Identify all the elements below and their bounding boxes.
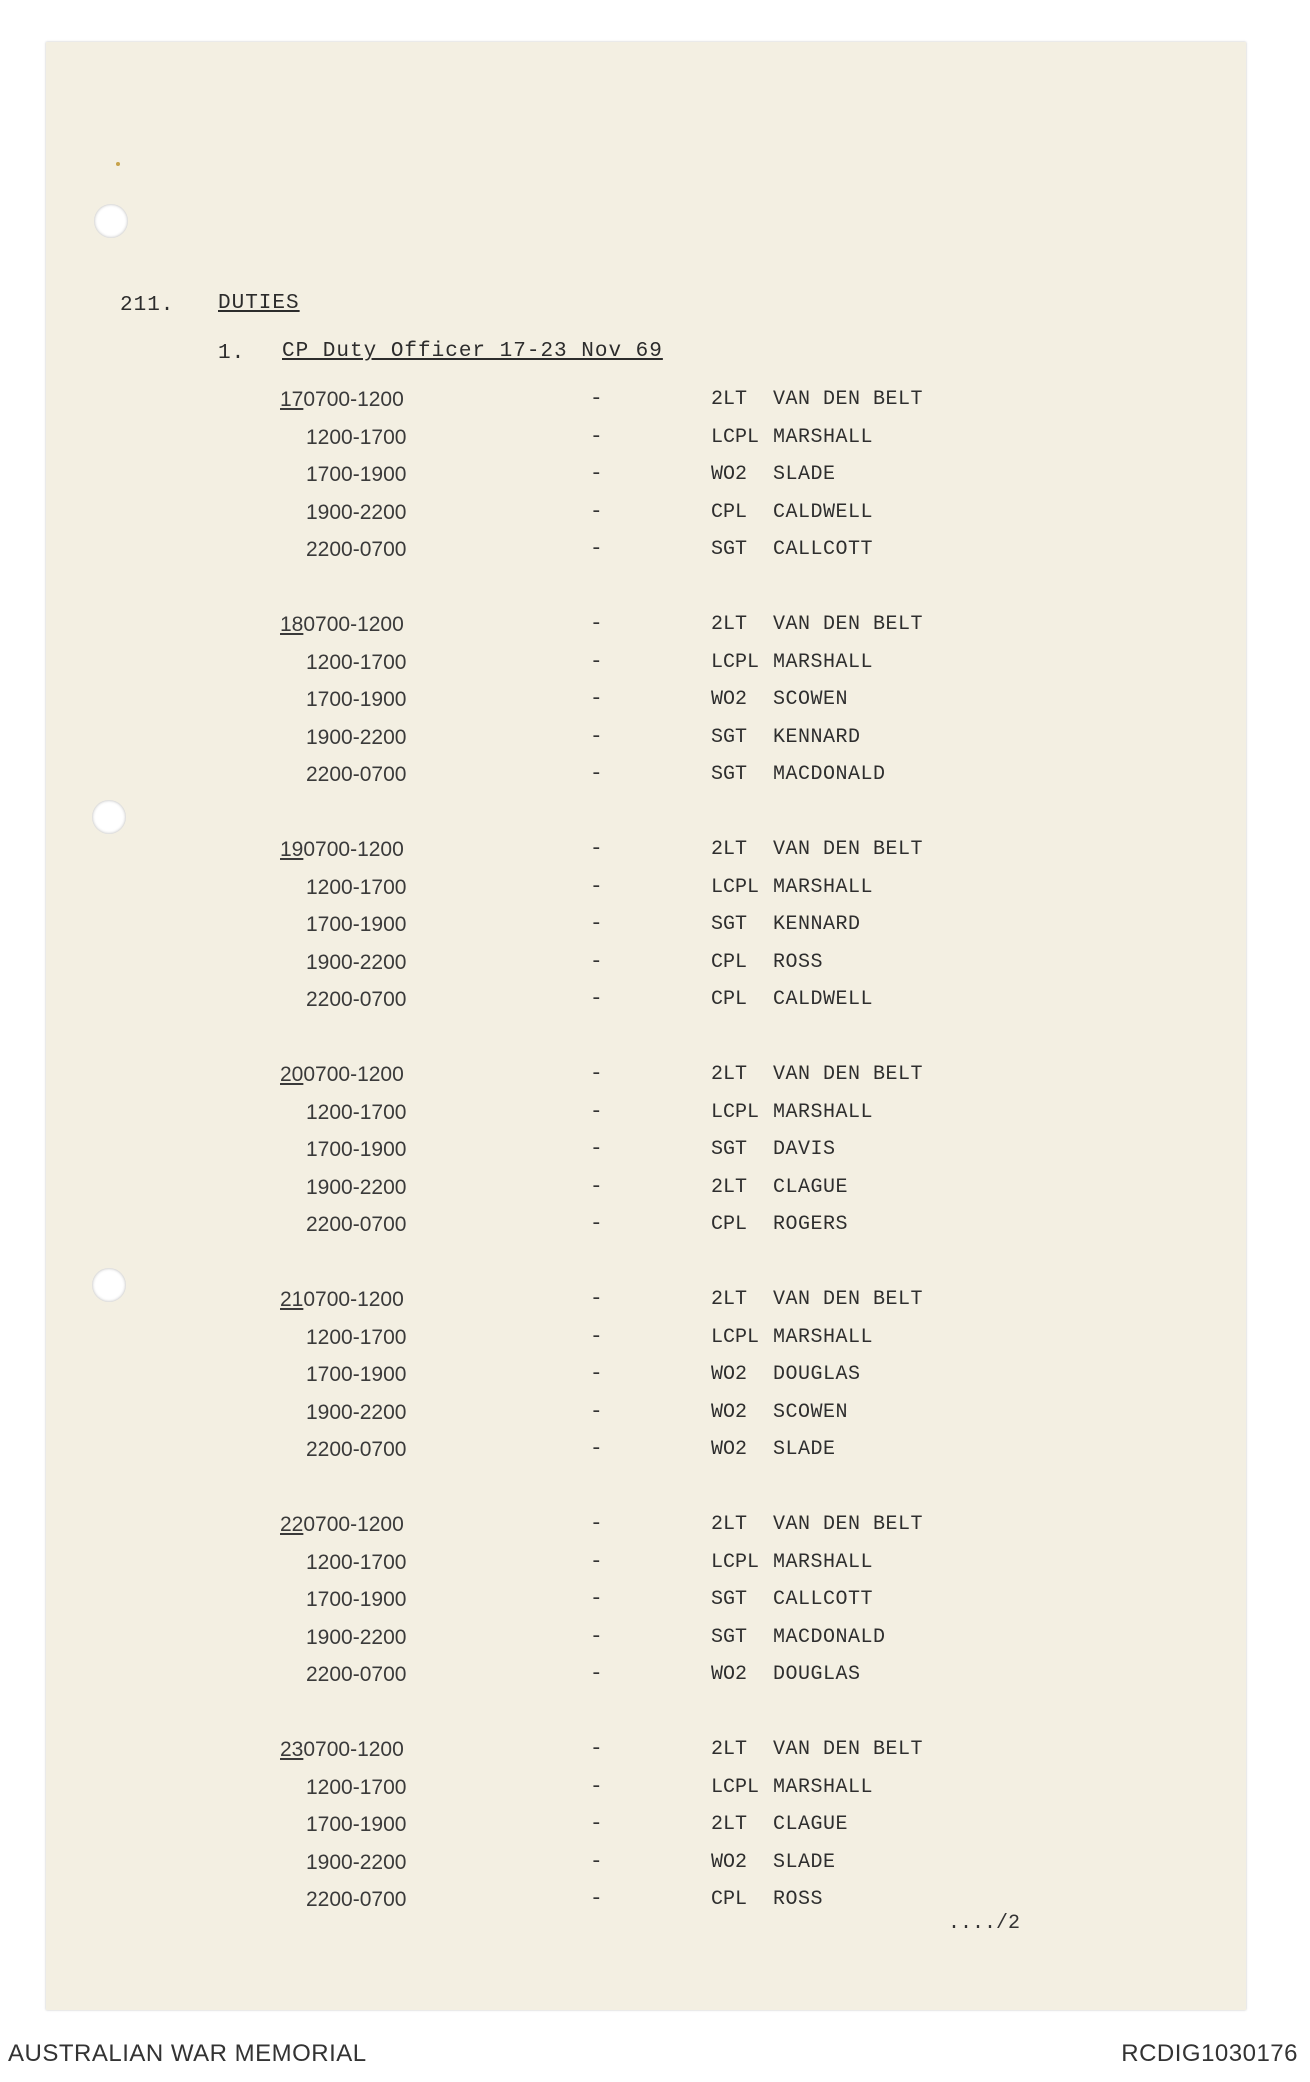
day-block bbox=[46, 1288, 1246, 1476]
roster-row bbox=[46, 1626, 1246, 1664]
roster-row bbox=[46, 1851, 1246, 1889]
separator-dash: - bbox=[590, 1775, 603, 1799]
officer-rank: SGT bbox=[711, 1625, 748, 1649]
shift-time-range: 2200-0700 bbox=[306, 988, 407, 1011]
officer-name: CALLCOTT bbox=[773, 1588, 874, 1611]
roster-row bbox=[46, 951, 1246, 989]
officer-name: VAN DEN BELT bbox=[773, 1738, 924, 1761]
officer-name: SLADE bbox=[773, 1438, 836, 1461]
paper-speck bbox=[116, 162, 120, 166]
roster-row bbox=[46, 1588, 1246, 1626]
officer-rank: LCPL bbox=[711, 425, 760, 449]
officer-name: MACDONALD bbox=[773, 1625, 886, 1649]
shift-time-range: 1700-1900 bbox=[306, 688, 407, 711]
separator-dash: - bbox=[590, 688, 603, 711]
shift-time bbox=[280, 388, 404, 412]
separator-dash: - bbox=[590, 1588, 603, 1611]
separator-dash: - bbox=[590, 1663, 603, 1686]
roster-row bbox=[46, 1213, 1246, 1251]
roster-row bbox=[46, 1551, 1246, 1589]
roster-row bbox=[46, 1401, 1246, 1439]
officer-name: VAN DEN BELT bbox=[773, 1288, 924, 1311]
punch-hole bbox=[92, 800, 126, 834]
shift-time bbox=[280, 838, 404, 862]
shift-date: 22 bbox=[280, 1513, 304, 1536]
roster-row bbox=[46, 538, 1246, 576]
shift-time-range: 1200-1700 bbox=[306, 425, 407, 449]
officer-rank: LCPL bbox=[711, 1550, 760, 1574]
officer-name: CALLCOTT bbox=[773, 538, 874, 561]
officer-rank: LCPL bbox=[711, 1775, 760, 1799]
shift-time bbox=[306, 1888, 406, 1912]
shift-time bbox=[306, 688, 406, 712]
roster-row bbox=[46, 1663, 1246, 1701]
footer-reference: RCDIG1030176 bbox=[1121, 2040, 1298, 2067]
roster-row bbox=[46, 463, 1246, 501]
shift-time-range: 1900-2200 bbox=[306, 1175, 407, 1199]
shift-time bbox=[306, 1776, 406, 1800]
separator-dash: - bbox=[590, 1325, 603, 1349]
separator-dash: - bbox=[590, 650, 603, 674]
officer-name: CLAGUE bbox=[773, 1175, 849, 1199]
shift-date: 23 bbox=[280, 1738, 304, 1761]
officer-name: MACDONALD bbox=[773, 763, 886, 786]
roster-row bbox=[46, 1813, 1246, 1851]
shift-time bbox=[306, 463, 406, 487]
shift-time-range: 0700-1200 bbox=[303, 388, 404, 411]
shift-time bbox=[306, 1626, 406, 1650]
roster-row bbox=[46, 1063, 1246, 1101]
punch-hole bbox=[94, 204, 128, 238]
shift-time bbox=[306, 951, 406, 975]
roster-row bbox=[46, 388, 1246, 426]
document-page bbox=[46, 42, 1246, 2010]
officer-name: VAN DEN BELT bbox=[773, 838, 924, 861]
shift-time-range: 1900-2200 bbox=[306, 500, 407, 524]
roster-row bbox=[46, 1738, 1246, 1776]
officer-name: KENNARD bbox=[773, 725, 861, 749]
shift-date: 18 bbox=[280, 613, 304, 636]
shift-time-range: 1900-2200 bbox=[306, 950, 407, 974]
officer-rank: WO2 bbox=[711, 1438, 748, 1461]
officer-rank: WO2 bbox=[711, 688, 748, 711]
officer-name: MARSHALL bbox=[773, 1325, 874, 1349]
shift-time bbox=[306, 726, 406, 750]
roster-row bbox=[46, 651, 1246, 689]
officer-name: VAN DEN BELT bbox=[773, 388, 924, 411]
separator-dash: - bbox=[590, 1400, 603, 1424]
roster-row bbox=[46, 688, 1246, 726]
officer-rank: 2LT bbox=[711, 838, 748, 861]
officer-name: MARSHALL bbox=[773, 650, 874, 674]
officer-rank: 2LT bbox=[711, 1813, 748, 1836]
day-block bbox=[46, 1738, 1246, 1926]
roster-row bbox=[46, 726, 1246, 764]
day-block bbox=[46, 1513, 1246, 1701]
shift-time-range: 0700-1200 bbox=[303, 838, 404, 861]
officer-name: MARSHALL bbox=[773, 1775, 874, 1799]
shift-time bbox=[306, 1176, 406, 1200]
roster-row bbox=[46, 876, 1246, 914]
roster-row bbox=[46, 1888, 1246, 1926]
officer-rank: CPL bbox=[711, 950, 748, 974]
officer-rank: LCPL bbox=[711, 1325, 760, 1349]
shift-time bbox=[280, 613, 404, 637]
shift-time-range: 2200-0700 bbox=[306, 538, 407, 561]
roster-row bbox=[46, 1101, 1246, 1139]
shift-time-range: 1200-1700 bbox=[306, 1550, 407, 1574]
roster-row bbox=[46, 1288, 1246, 1326]
shift-time-range: 1200-1700 bbox=[306, 875, 407, 899]
officer-name: CALDWELL bbox=[773, 988, 874, 1011]
officer-rank: CPL bbox=[711, 1888, 748, 1911]
officer-rank: SGT bbox=[711, 1588, 748, 1611]
day-block bbox=[46, 613, 1246, 801]
shift-date: 17 bbox=[280, 388, 304, 411]
shift-time bbox=[280, 1063, 404, 1087]
shift-time-range: 2200-0700 bbox=[306, 1888, 407, 1911]
shift-time bbox=[306, 1213, 406, 1237]
roster-row bbox=[46, 763, 1246, 801]
shift-time-range: 1700-1900 bbox=[306, 1363, 407, 1386]
shift-time-range: 0700-1200 bbox=[303, 1063, 404, 1086]
shift-time bbox=[280, 1288, 404, 1312]
officer-name: SLADE bbox=[773, 1850, 836, 1874]
officer-name: DOUGLAS bbox=[773, 1363, 861, 1386]
shift-time-range: 1700-1900 bbox=[306, 1138, 407, 1161]
shift-time bbox=[306, 1438, 406, 1462]
officer-name: DOUGLAS bbox=[773, 1663, 861, 1686]
officer-rank: CPL bbox=[711, 500, 748, 524]
shift-time-range: 2200-0700 bbox=[306, 1663, 407, 1686]
officer-rank: SGT bbox=[711, 763, 748, 786]
separator-dash: - bbox=[590, 875, 603, 899]
shift-time-range: 1200-1700 bbox=[306, 650, 407, 674]
officer-name: CLAGUE bbox=[773, 1813, 849, 1836]
shift-time-range: 2200-0700 bbox=[306, 1438, 407, 1461]
officer-rank: WO2 bbox=[711, 463, 748, 486]
separator-dash: - bbox=[590, 838, 603, 861]
officer-name: SLADE bbox=[773, 463, 836, 486]
officer-rank: 2LT bbox=[711, 1288, 748, 1311]
officer-name: MARSHALL bbox=[773, 425, 874, 449]
shift-time bbox=[306, 876, 406, 900]
officer-rank: WO2 bbox=[711, 1363, 748, 1386]
separator-dash: - bbox=[590, 500, 603, 524]
shift-date: 19 bbox=[280, 838, 304, 861]
separator-dash: - bbox=[590, 1213, 603, 1236]
officer-name: MARSHALL bbox=[773, 1550, 874, 1574]
separator-dash: - bbox=[590, 1288, 603, 1311]
continuation-marker: ..../2 bbox=[948, 1912, 1021, 1935]
shift-time bbox=[306, 1326, 406, 1350]
officer-name: SCOWEN bbox=[773, 688, 849, 711]
day-block bbox=[46, 388, 1246, 576]
shift-time bbox=[306, 426, 406, 450]
footer-source: AUSTRALIAN WAR MEMORIAL bbox=[8, 2040, 367, 2067]
separator-dash: - bbox=[590, 1363, 603, 1386]
shift-time-range: 1200-1700 bbox=[306, 1325, 407, 1349]
roster-row bbox=[46, 913, 1246, 951]
officer-rank: 2LT bbox=[711, 1513, 748, 1536]
shift-time-range: 1700-1900 bbox=[306, 1588, 407, 1611]
officer-name: ROGERS bbox=[773, 1213, 849, 1236]
separator-dash: - bbox=[590, 1813, 603, 1836]
separator-dash: - bbox=[590, 950, 603, 974]
officer-rank: SGT bbox=[711, 538, 748, 561]
officer-rank: 2LT bbox=[711, 1738, 748, 1761]
shift-time-range: 1700-1900 bbox=[306, 1813, 407, 1836]
shift-time bbox=[306, 1138, 406, 1162]
shift-time bbox=[306, 1851, 406, 1875]
subsection-title: CP Duty Officer 17-23 Nov 69 bbox=[282, 340, 663, 363]
roster-row bbox=[46, 1176, 1246, 1214]
shift-time-range: 0700-1200 bbox=[303, 613, 404, 636]
separator-dash: - bbox=[590, 1738, 603, 1761]
shift-time bbox=[306, 651, 406, 675]
officer-name: ROSS bbox=[773, 950, 824, 974]
shift-time bbox=[306, 1401, 406, 1425]
officer-rank: WO2 bbox=[711, 1663, 748, 1686]
separator-dash: - bbox=[590, 1550, 603, 1574]
shift-time bbox=[306, 1813, 406, 1837]
officer-name: MARSHALL bbox=[773, 1100, 874, 1124]
separator-dash: - bbox=[590, 1888, 603, 1911]
shift-time bbox=[306, 988, 406, 1012]
shift-time bbox=[306, 913, 406, 937]
officer-rank: 2LT bbox=[711, 1063, 748, 1086]
roster-row bbox=[46, 1138, 1246, 1176]
shift-time bbox=[306, 1101, 406, 1125]
officer-name: VAN DEN BELT bbox=[773, 613, 924, 636]
roster-row bbox=[46, 1776, 1246, 1814]
roster-row bbox=[46, 838, 1246, 876]
shift-time bbox=[306, 763, 406, 787]
shift-time-range: 1900-2200 bbox=[306, 1850, 407, 1874]
shift-time-range: 1700-1900 bbox=[306, 913, 407, 936]
section-title: DUTIES bbox=[218, 292, 300, 315]
officer-rank: SGT bbox=[711, 913, 748, 936]
separator-dash: - bbox=[590, 613, 603, 636]
shift-time-range: 1900-2200 bbox=[306, 1625, 407, 1649]
day-block bbox=[46, 1063, 1246, 1251]
separator-dash: - bbox=[590, 725, 603, 749]
shift-time-range: 2200-0700 bbox=[306, 763, 407, 786]
separator-dash: - bbox=[590, 1625, 603, 1649]
shift-time bbox=[280, 1513, 404, 1537]
shift-time bbox=[306, 501, 406, 525]
officer-rank: WO2 bbox=[711, 1400, 748, 1424]
day-block bbox=[46, 838, 1246, 1026]
shift-time bbox=[280, 1738, 404, 1762]
shift-time bbox=[306, 1551, 406, 1575]
officer-name: VAN DEN BELT bbox=[773, 1513, 924, 1536]
shift-time-range: 1200-1700 bbox=[306, 1100, 407, 1124]
shift-time-range: 0700-1200 bbox=[303, 1738, 404, 1761]
separator-dash: - bbox=[590, 388, 603, 411]
officer-rank: WO2 bbox=[711, 1850, 748, 1874]
shift-time bbox=[306, 1363, 406, 1387]
separator-dash: - bbox=[590, 463, 603, 486]
shift-time-range: 2200-0700 bbox=[306, 1213, 407, 1236]
roster-row bbox=[46, 1363, 1246, 1401]
separator-dash: - bbox=[590, 763, 603, 786]
officer-rank: CPL bbox=[711, 988, 748, 1011]
shift-time bbox=[306, 1663, 406, 1687]
shift-date: 20 bbox=[280, 1063, 304, 1086]
officer-rank: 2LT bbox=[711, 388, 748, 411]
shift-time-range: 0700-1200 bbox=[303, 1288, 404, 1311]
officer-rank: SGT bbox=[711, 725, 748, 749]
roster-row bbox=[46, 1438, 1246, 1476]
officer-rank: CPL bbox=[711, 1213, 748, 1236]
separator-dash: - bbox=[590, 1438, 603, 1461]
officer-rank: 2LT bbox=[711, 1175, 748, 1199]
officer-name: ROSS bbox=[773, 1888, 824, 1911]
separator-dash: - bbox=[590, 1513, 603, 1536]
officer-name: VAN DEN BELT bbox=[773, 1063, 924, 1086]
separator-dash: - bbox=[590, 1850, 603, 1874]
officer-name: MARSHALL bbox=[773, 875, 874, 899]
separator-dash: - bbox=[590, 538, 603, 561]
separator-dash: - bbox=[590, 425, 603, 449]
roster-row bbox=[46, 426, 1246, 464]
shift-date: 21 bbox=[280, 1288, 304, 1311]
shift-time bbox=[306, 1588, 406, 1612]
officer-rank: LCPL bbox=[711, 1100, 760, 1124]
officer-rank: LCPL bbox=[711, 875, 760, 899]
separator-dash: - bbox=[590, 1063, 603, 1086]
roster-row bbox=[46, 501, 1246, 539]
separator-dash: - bbox=[590, 988, 603, 1011]
subsection-number: 1. bbox=[218, 342, 246, 365]
officer-rank: SGT bbox=[711, 1138, 748, 1161]
officer-name: SCOWEN bbox=[773, 1400, 849, 1424]
separator-dash: - bbox=[590, 1175, 603, 1199]
officer-name: CALDWELL bbox=[773, 500, 874, 524]
shift-time-range: 1900-2200 bbox=[306, 1400, 407, 1424]
officer-name: KENNARD bbox=[773, 913, 861, 936]
roster-row bbox=[46, 988, 1246, 1026]
section-number: 211. bbox=[120, 294, 175, 317]
roster-row bbox=[46, 1326, 1246, 1364]
separator-dash: - bbox=[590, 1138, 603, 1161]
officer-name: DAVIS bbox=[773, 1138, 836, 1161]
shift-time-range: 1200-1700 bbox=[306, 1775, 407, 1799]
officer-rank: LCPL bbox=[711, 650, 760, 674]
shift-time bbox=[306, 538, 406, 562]
roster-row bbox=[46, 1513, 1246, 1551]
separator-dash: - bbox=[590, 913, 603, 936]
shift-time-range: 1900-2200 bbox=[306, 725, 407, 749]
shift-time-range: 0700-1200 bbox=[303, 1513, 404, 1536]
shift-time-range: 1700-1900 bbox=[306, 463, 407, 486]
separator-dash: - bbox=[590, 1100, 603, 1124]
officer-rank: 2LT bbox=[711, 613, 748, 636]
roster-row bbox=[46, 613, 1246, 651]
